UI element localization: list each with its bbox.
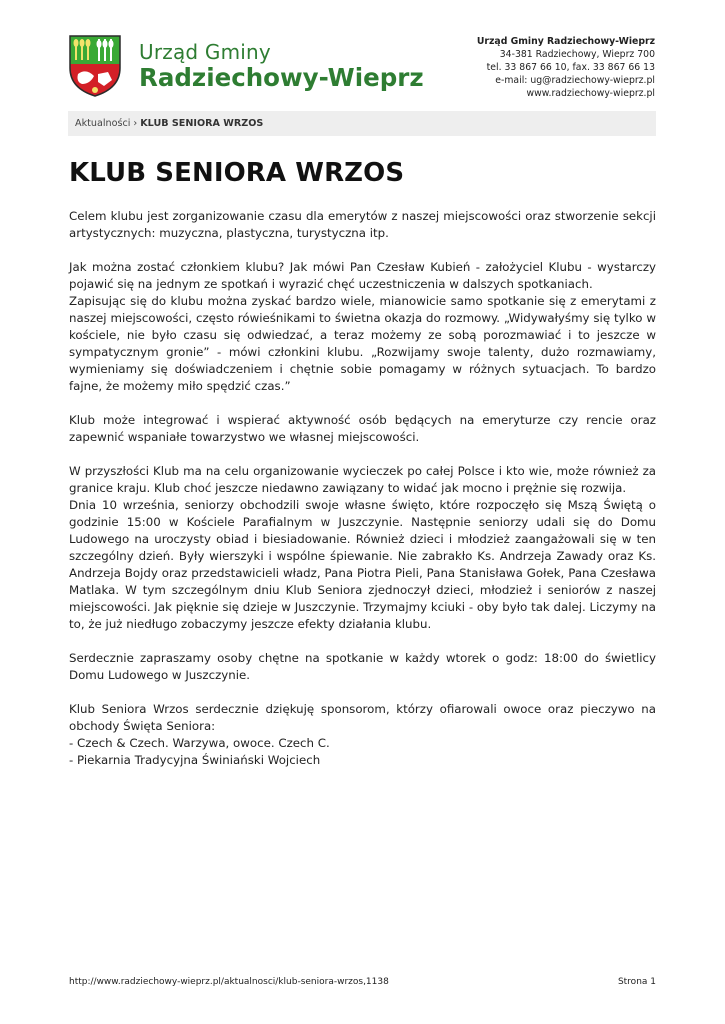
contact-website: www.radziechowy-wieprz.pl xyxy=(526,88,655,99)
sponsor-line: - Piekarnia Tradycyjna Świniański Wojciech xyxy=(69,753,321,767)
page-header xyxy=(0,0,725,108)
page-footer xyxy=(69,977,656,987)
contact-block xyxy=(477,35,655,100)
article-line: Klub Seniora Wrzos serdecznie dziękuję sponsorom, którzy ofiarowali owoce oraz pieczywo na obchody Święta Seniora: xyxy=(69,702,656,733)
page-title: KLUB SENIORA WRZOS xyxy=(69,158,405,188)
article-body xyxy=(69,208,656,786)
sponsor-line: - Czech & Czech. Warzywa, owoce. Czech C. xyxy=(69,736,330,750)
article-line: Klub może integrować i wspierać aktywność osób będących na emeryturze czy rencie oraz zapewnić wspaniałe towarzystwo we własnej miejscowości. xyxy=(69,413,656,444)
article-paragraph xyxy=(69,463,656,633)
article-line: Dnia 10 września, seniorzy obchodzili swoje własne święto, które rozpoczęło się Mszą Świętą o godzinie 15:00 w Kościele Parafialnym w Juszczynie. Następnie seniorzy udali się do Domu Ludowego na uroczysty obiad i biesiadowanie. Również dzieci i młodzież zaangażowali się w ten szczególny dzień. Były wierszyki i wspólne śpiewanie. Nie zabrakło Ks. Andrzeja Zawady oraz Ks. Andrzeja Bojdy oraz przedstawicieli władz, Pana Piotra Pieli, Pana Stanisława Gołek, Pana Czesława Matlaka. W tym szczególnym dniu Klub Seniora zjednoczył dzieci, młodzież i seniorów z naszej miejscowości. Jak pięknie się dzieje w Juszczynie. Trzymajmy kciuki - oby było tak dalej. Liczymy na to, że już niedługo zobaczymy jeszcze efekty działania klubu. xyxy=(69,498,656,631)
contact-phone: tel. 33 867 66 10, fax. 33 867 66 13 xyxy=(486,62,655,73)
article-line: W przyszłości Klub ma na celu organizowanie wycieczek po całej Polsce i kto wie, może również za granice kraju. Klub choć jeszcze niedawno zawiązany to widać jak mocno i prężnie się rozwija. xyxy=(69,464,656,495)
article-paragraph xyxy=(69,259,656,395)
contact-address: 34-381 Radziechowy, Wieprz 700 xyxy=(499,49,655,60)
breadcrumb-separator: › xyxy=(133,118,138,129)
article-paragraph xyxy=(69,208,656,242)
breadcrumb xyxy=(68,111,656,136)
article-line: Zapisując się do klubu można zyskać bardzo wiele, mianowicie samo spotkanie się z emerytami z naszej miejscowości, często rówieśnikami to świetna okazja do rozmowy. „Widywałyśmy się tylko w kościele, nie było czasu się odwiedzać, a teraz możemy ze sobą porozmawiać i to jeszcze w sympatycznym gronie” - mówi członkini klubu. „Rozwijamy swoje talenty, dużo rozmawiamy, wymieniamy się doświadczeniem i chętnie sobie pomagamy w różnych sytuacjach. To bardzo fajne, że możemy miło spędzić czas.” xyxy=(69,294,656,393)
footer-url[interactable]: http://www.radziechowy-wieprz.pl/aktualnosci/klub-seniora-wrzos,1138 xyxy=(69,977,389,987)
article-line: Serdecznie zapraszamy osoby chętne na spotkanie w każdy wtorek o godz: 18:00 do świetlicy Domu Ludowego w Juszczynie. xyxy=(69,651,656,682)
logo-text-line1: Urząd Gminy xyxy=(139,40,271,64)
breadcrumb-parent-link[interactable]: Aktualności xyxy=(75,118,131,129)
article-line: Jak można zostać członkiem klubu? Jak mówi Pan Czesław Kubień - założyciel Klubu - wystarczy pojawić się na jednym ze spotkań i wyrazić chęć uczestniczenia w dalszych spotkaniach. xyxy=(69,260,656,291)
article-paragraph xyxy=(69,650,656,684)
logo-text-line2: Radziechowy-Wieprz xyxy=(139,63,424,92)
contact-email: e-mail: ug@radziechowy-wieprz.pl xyxy=(495,75,655,86)
article-line: Celem klubu jest zorganizowanie czasu dla emerytów z naszej miejscowości oraz stworzenie sekcji artystycznych: muzyczna, plastyczna, turystyczna itp. xyxy=(69,209,656,240)
contact-org: Urząd Gminy Radziechowy-Wieprz xyxy=(476,36,655,47)
article-paragraph xyxy=(69,701,656,769)
breadcrumb-current: KLUB SENIORA WRZOS xyxy=(140,118,264,129)
coat-of-arms-icon xyxy=(68,34,122,98)
footer-page-number: Strona 1 xyxy=(617,977,656,987)
article-paragraph xyxy=(69,412,656,446)
